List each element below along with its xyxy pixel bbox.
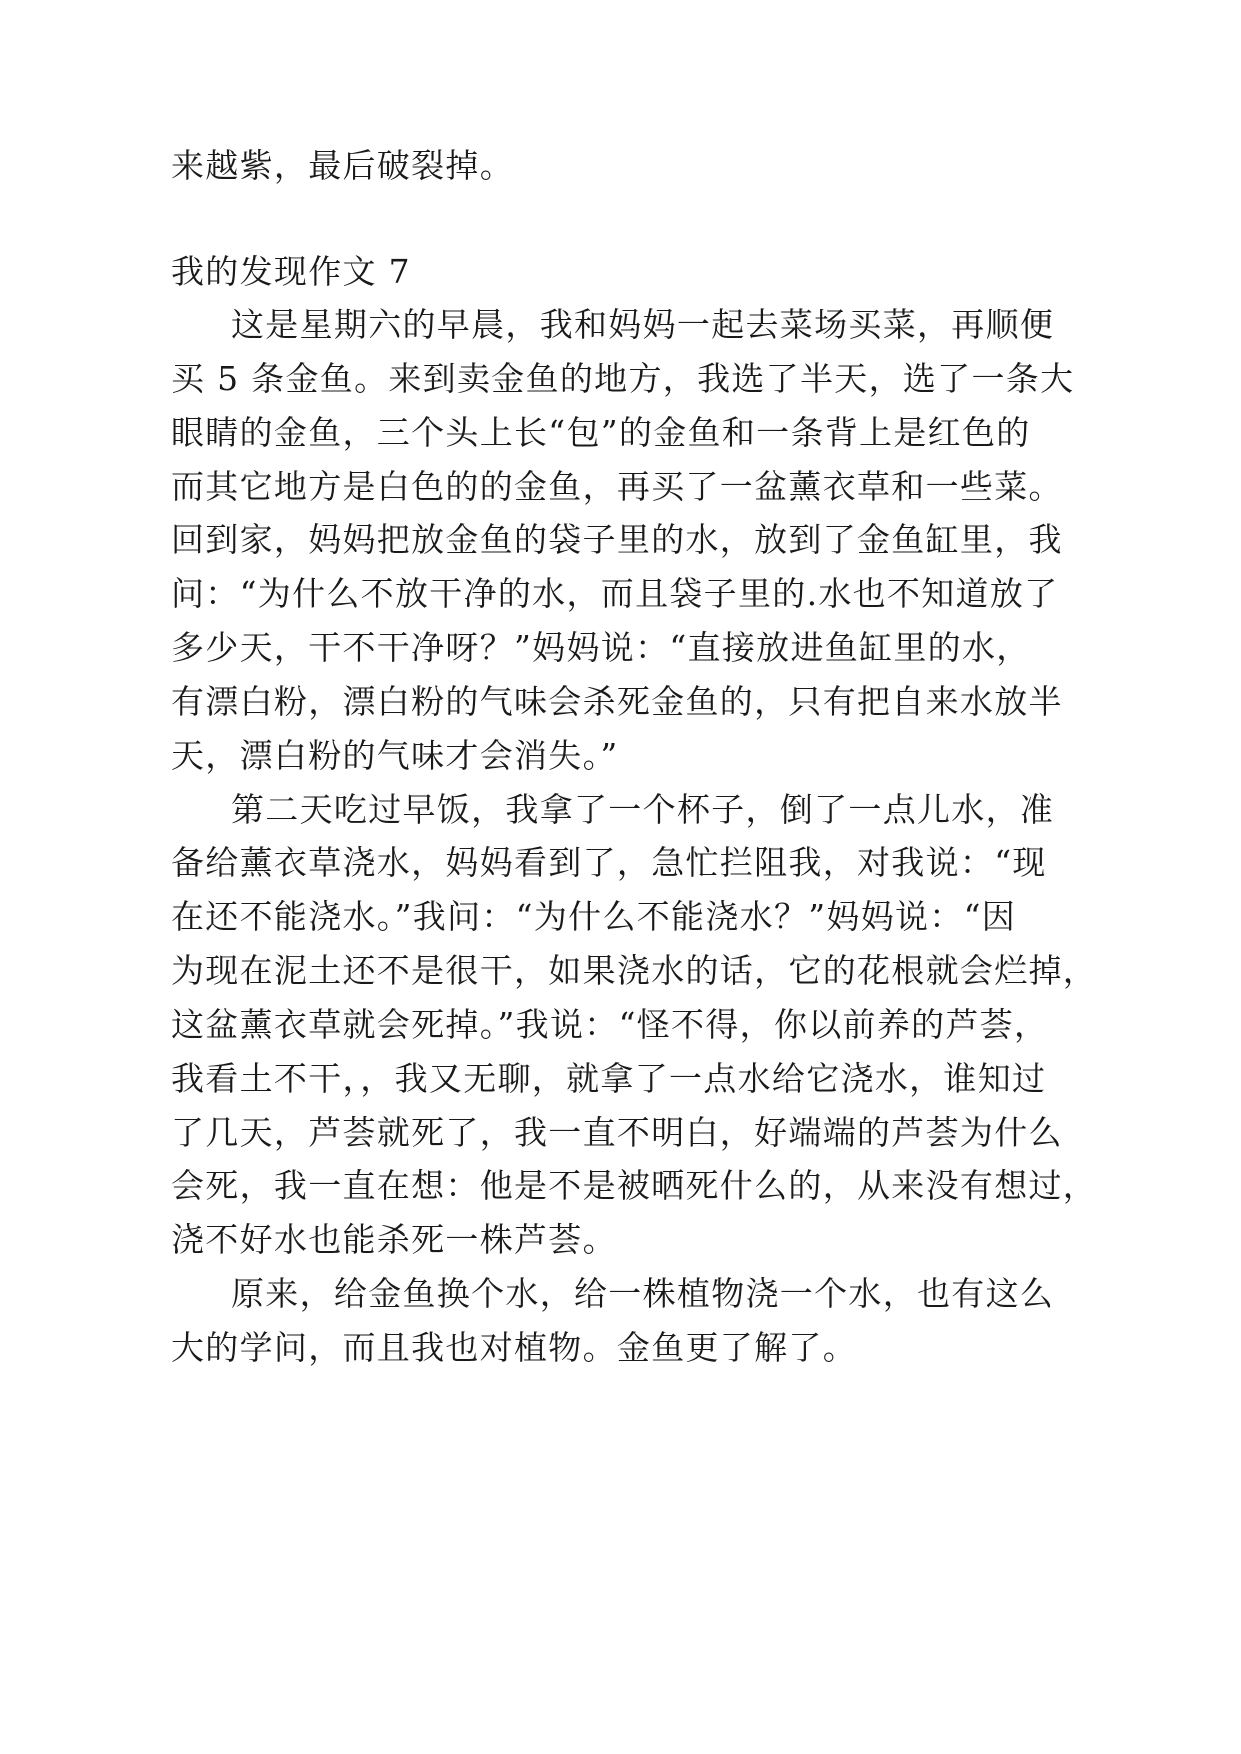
paragraph-1-line-8: 有漂白粉，漂白粉的气味会杀死金鱼的，只有把自来水放半 [171,682,1063,721]
paragraph-1-line-9: 天，漂白粉的气味才会消失。” [171,736,619,775]
paragraph-1-line-3: 眼睛的金鱼，三个头上长“包”的金鱼和一条背上是红色的 [171,413,1031,452]
essay-title: 我的发现作文 7 [171,252,411,291]
paragraph-2-line-6: 我看土不干，，我又无聊，就拿了一点水给它浇水，谁知过 [171,1059,1047,1098]
paragraph-1-line-5: 回到家，妈妈把放金鱼的袋子里的水，放到了金鱼缸里，我 [171,520,1063,559]
paragraph-2-line-4: 为现在泥土还不是很干，如果浇水的话，它的花根就会烂掉， [171,951,1098,990]
paragraph-1-line-4: 而其它地方是白色的的金鱼，再买了一盆薰衣草和一些菜。 [171,467,1063,506]
paragraph-2-line-3: 在还不能浇水。”我问：“为什么不能浇水？”妈妈说：“因 [171,897,1017,936]
paragraph-2-line-5: 这盆薰衣草就会死掉。”我说：“怪不得，你以前养的芦荟， [171,1005,1049,1044]
paragraph-2-line-9: 浇不好水也能杀死一株芦荟。 [171,1220,617,1259]
paragraph-2-line-2: 备给薰衣草浇水，妈妈看到了，急忙拦阻我，对我说：“现 [171,843,1047,882]
paragraph-1-line-2: 买 5 条金鱼。来到卖金鱼的地方，我选了半天，选了一条大 [171,359,1075,398]
paragraph-2-line-7: 了几天，芦荟就死了，我一直不明白，好端端的芦荟为什么 [171,1113,1063,1152]
paragraph-3-line-2: 大的学问，而且我也对植物。金鱼更了解了。 [171,1328,857,1367]
paragraph-1-line-6: 问：“为什么不放干净的水，而且袋子里的.水也不知道放了 [171,574,1059,613]
paragraph-2-line-1: 第二天吃过早饭，我拿了一个杯子，倒了一点儿水，准 [231,790,1055,829]
paragraph-3-line-1: 原来，给金鱼换个水，给一株植物浇一个水，也有这么 [231,1274,1055,1313]
paragraph-1-line-1: 这是星期六的早晨，我和妈妈一起去菜场买菜，再顺便 [231,305,1055,344]
paragraph-2-line-8: 会死，我一直在想：他是不是被晒死什么的，从来没有想过， [171,1166,1098,1205]
text-line-continuation: 来越紫，最后破裂掉。 [171,146,514,185]
paragraph-1-line-7: 多少天，干不干净呀？”妈妈说：“直接放进鱼缸里的水， [171,628,1031,667]
